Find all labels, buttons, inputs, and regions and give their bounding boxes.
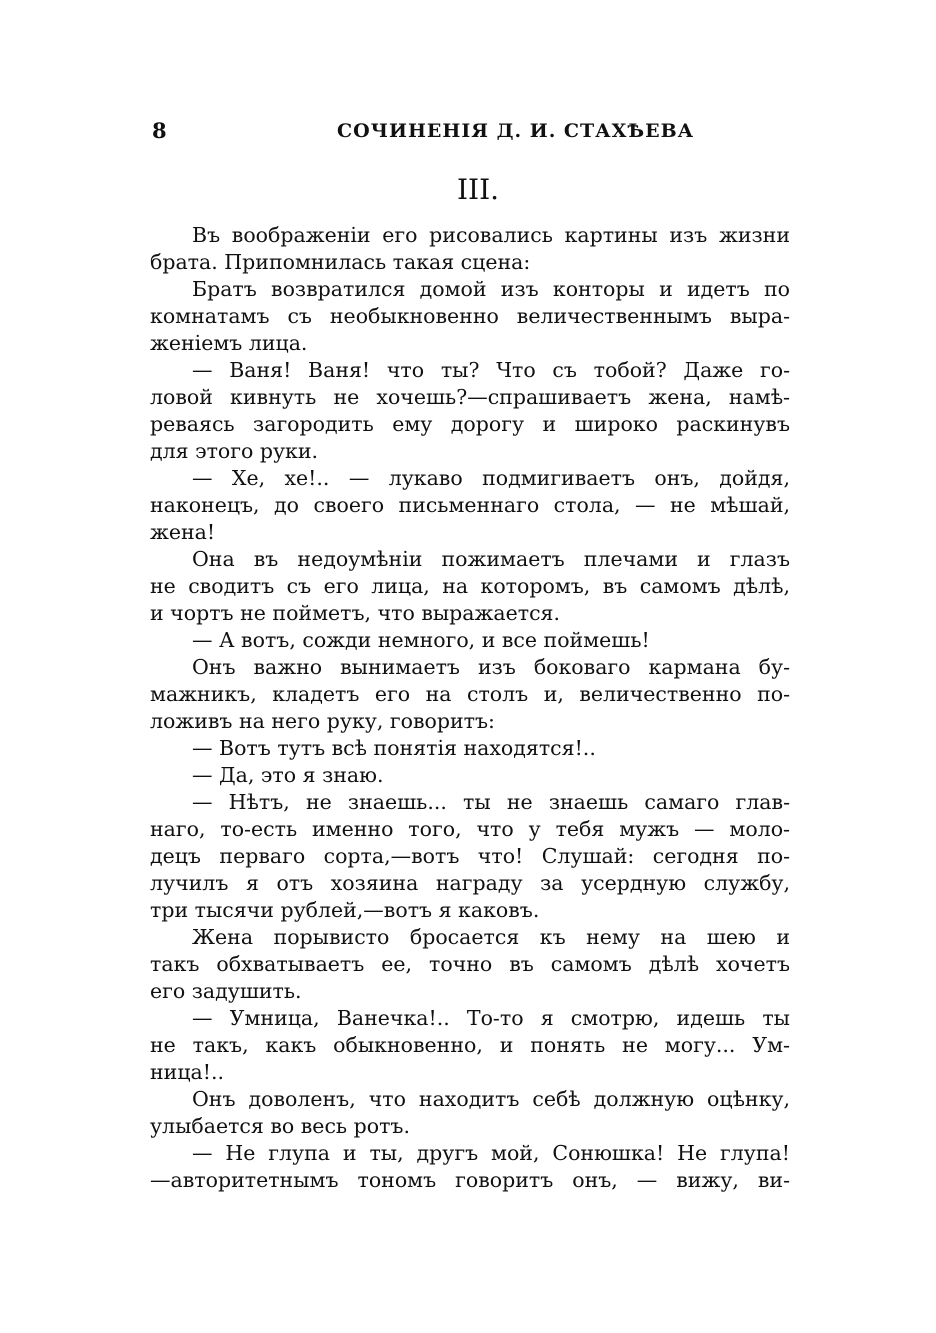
text-line: ница!.. (150, 1060, 225, 1084)
text-line: — Нѣтъ, не знаешь... ты не знаешь самаго глав- (192, 790, 790, 814)
text-line: — Хе, хе!.. — лукаво подмигиваетъ онъ, дойдя, (192, 466, 790, 490)
text-line: Жена порывисто бросается къ нему на шею и (192, 925, 790, 949)
text-line: децъ перваго сорта,—вотъ что! Слушай: сегодня по- (150, 844, 790, 868)
running-title: СОЧИНЕНІЯ Д. И. СТАХѢЕВА (337, 120, 695, 142)
text-line: Въ воображеніи его рисовались картины изъ жизни (192, 223, 790, 247)
text-line: лучилъ я отъ хозяина награду за усердную службу, (150, 871, 790, 895)
chapter-heading: III. (456, 173, 500, 206)
running-header (152, 117, 792, 145)
text-line: женіемъ лица. (150, 331, 308, 355)
text-line: три тысячи рублей,—вотъ я каковъ. (150, 898, 540, 922)
text-line: — Вотъ тутъ всѣ понятія находятся!.. (192, 736, 596, 760)
text-line: мажникъ, кладетъ его на столъ и, величественно по- (150, 682, 790, 706)
text-line: для этого руки. (150, 439, 319, 463)
page-number: 8 (152, 118, 167, 143)
text-line: улыбается во весь ротъ. (150, 1114, 410, 1138)
text-line: ловой кивнуть не хочешь?—спрашиваетъ жена, намѣ- (150, 385, 790, 409)
text-line: реваясь загородить ему дорогу и широко раскинувъ (150, 412, 790, 436)
text-line: такъ обхватываетъ ее, точно въ самомъ дѣлѣ хочетъ (150, 952, 790, 976)
text-line: Онъ важно вынимаетъ изъ боковаго кармана бу- (192, 655, 790, 679)
text-line: наго, то-есть именно того, что у тебя мужъ — моло- (150, 817, 790, 841)
text-line: — Да, это я знаю. (192, 763, 384, 787)
text-line: — Не глупа и ты, другъ мой, Сонюшка! Не глупа! (192, 1141, 790, 1165)
text-line: Братъ возвратился домой изъ конторы и идетъ по (192, 277, 790, 301)
text-line: — Умница, Ванечка!.. То-то я смотрю, идешь ты (192, 1006, 790, 1030)
text-line: — Ваня! Ваня! что ты? Что съ тобой? Даже го- (192, 358, 790, 382)
text-line: брата. Припомнилась такая сцена: (150, 250, 531, 274)
text-line: не сводитъ съ его лица, на которомъ, въ самомъ дѣлѣ, (150, 574, 790, 598)
text-line: ложивъ на него руку, говоритъ: (150, 709, 495, 733)
text-line: наконецъ, до своего письменнаго стола, — не мѣшай, (150, 493, 790, 517)
text-line: Она въ недоумѣніи пожимаетъ плечами и глазъ (192, 547, 790, 571)
text-line: жена! (150, 520, 216, 544)
text-line: не такъ, какъ обыкновенно, и понять не могу... Ум- (150, 1033, 790, 1057)
body-text (150, 222, 790, 1194)
text-line: —авторитетнымъ тономъ говоритъ онъ, — вижу, ви- (150, 1168, 790, 1192)
text-line: его задушить. (150, 979, 302, 1003)
text-line: Онъ доволенъ, что находитъ себѣ должную оцѣнку, (192, 1087, 790, 1111)
text-line: — А вотъ, сожди немного, и все поймешь! (192, 628, 650, 652)
text-line: комнатамъ съ необыкновенно величественнымъ выра- (150, 304, 790, 328)
text-line: и чортъ не пойметъ, что выражается. (150, 601, 561, 625)
